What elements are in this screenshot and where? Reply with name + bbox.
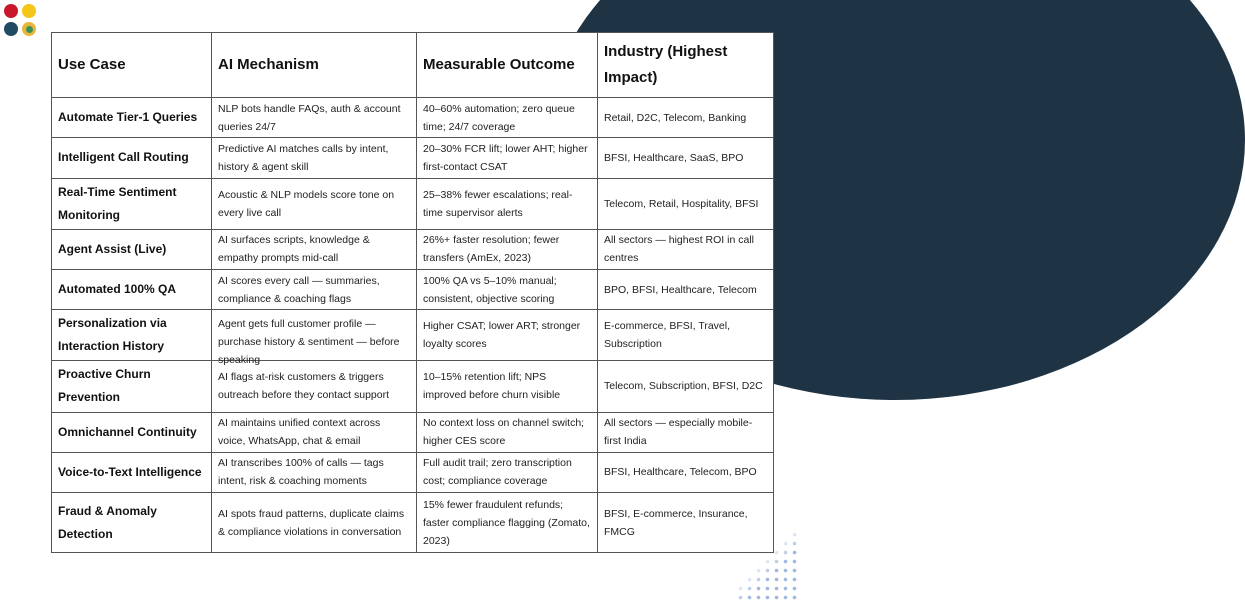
outcome-cell: 26%+ faster resolution; fewer transfers (AmEx, 2023)	[417, 229, 598, 269]
brand-logo	[4, 4, 38, 38]
mechanism-cell: AI maintains unified context across voice, WhatsApp, chat & email	[212, 412, 417, 452]
outcome-cell: Full audit trail; zero transcription cost; compliance coverage	[417, 452, 598, 492]
mechanism-cell: AI surfaces scripts, knowledge & empathy prompts mid-call	[212, 229, 417, 269]
use-case-cell: Real-Time Sentiment Monitoring	[52, 178, 212, 229]
mechanism-cell: NLP bots handle FAQs, auth & account queries 24/7	[212, 98, 417, 138]
table-row	[52, 452, 774, 492]
use-case-cell: Automated 100% QA	[52, 269, 212, 309]
outcome-cell: 25–38% fewer escalations; real-time supervisor alerts	[417, 178, 598, 229]
outcome-cell: No context loss on channel switch; higher CES score	[417, 412, 598, 452]
header-use-case: Use Case	[52, 33, 212, 98]
logo-dot-globe	[22, 22, 36, 36]
mechanism-cell: AI transcribes 100% of calls — tags intent, risk & coaching moments	[212, 452, 417, 492]
mechanism-text: Agent gets full customer profile — purchase history & sentiment — before speaking	[218, 318, 400, 367]
outcome-cell: 15% fewer fraudulent refunds; faster compliance flagging (Zomato, 2023)	[417, 493, 598, 553]
table-row	[52, 138, 774, 178]
industry-cell: BFSI, Healthcare, Telecom, BPO	[598, 452, 774, 492]
header-row	[52, 33, 774, 98]
industry-cell: Retail, D2C, Telecom, Banking	[598, 98, 774, 138]
use-case-table	[51, 32, 774, 553]
industry-cell: Telecom, Subscription, BFSI, D2C	[598, 361, 774, 412]
industry-cell: BFSI, Healthcare, SaaS, BPO	[598, 138, 774, 178]
industry-cell: E-commerce, BFSI, Travel, Subscription	[598, 310, 774, 361]
use-case-cell: Agent Assist (Live)	[52, 229, 212, 269]
header-measurable-outcome: Measurable Outcome	[417, 33, 598, 98]
table-row	[52, 412, 774, 452]
industry-cell: BFSI, E-commerce, Insurance, FMCG	[598, 493, 774, 553]
industry-cell: All sectors — especially mobile-first India	[598, 412, 774, 452]
logo-dot-yellow	[22, 4, 36, 18]
outcome-cell: 40–60% automation; zero queue time; 24/7 coverage	[417, 98, 598, 138]
use-case-cell: Intelligent Call Routing	[52, 138, 212, 178]
use-case-cell: Personalization via Interaction History	[52, 310, 212, 361]
table-row	[52, 229, 774, 269]
use-case-cell: Voice-to-Text Intelligence	[52, 452, 212, 492]
header-industry: Industry (Highest Impact)	[598, 33, 774, 98]
mechanism-cell: AI spots fraud patterns, duplicate claims & compliance violations in conversation	[212, 493, 417, 553]
outcome-cell: 10–15% retention lift; NPS improved before churn visible	[417, 361, 598, 412]
use-case-cell: Proactive Churn Prevention	[52, 361, 212, 412]
decorative-dot-grid	[736, 530, 800, 600]
table-row	[52, 361, 774, 412]
header-ai-mechanism: AI Mechanism	[212, 33, 417, 98]
mechanism-cell: AI flags at-risk customers & triggers outreach before they contact support	[212, 361, 417, 412]
industry-cell: All sectors — highest ROI in call centres	[598, 229, 774, 269]
use-case-cell: Automate Tier-1 Queries	[52, 98, 212, 138]
mechanism-cell	[212, 310, 417, 367]
table-row	[52, 98, 774, 138]
mechanism-cell: AI scores every call — summaries, compliance & coaching flags	[212, 269, 417, 309]
logo-dot-navy	[4, 22, 18, 36]
table-row	[52, 310, 774, 361]
table-row	[52, 178, 774, 229]
table-header	[52, 33, 774, 98]
use-case-cell: Omnichannel Continuity	[52, 412, 212, 452]
use-case-cell: Fraud & Anomaly Detection	[52, 493, 212, 553]
table-row	[52, 493, 774, 553]
logo-dot-red	[4, 4, 18, 18]
mechanism-cell: Acoustic & NLP models score tone on every live call	[212, 178, 417, 229]
table-row	[52, 269, 774, 309]
outcome-cell: 100% QA vs 5–10% manual; consistent, objective scoring	[417, 269, 598, 309]
industry-cell: Telecom, Retail, Hospitality, BFSI	[598, 178, 774, 229]
outcome-cell: Higher CSAT; lower ART; stronger loyalty scores	[417, 310, 598, 361]
table-body	[52, 98, 774, 553]
industry-cell: BPO, BFSI, Healthcare, Telecom	[598, 269, 774, 309]
outcome-cell: 20–30% FCR lift; lower AHT; higher first-contact CSAT	[417, 138, 598, 178]
mechanism-cell: Predictive AI matches calls by intent, history & agent skill	[212, 138, 417, 178]
